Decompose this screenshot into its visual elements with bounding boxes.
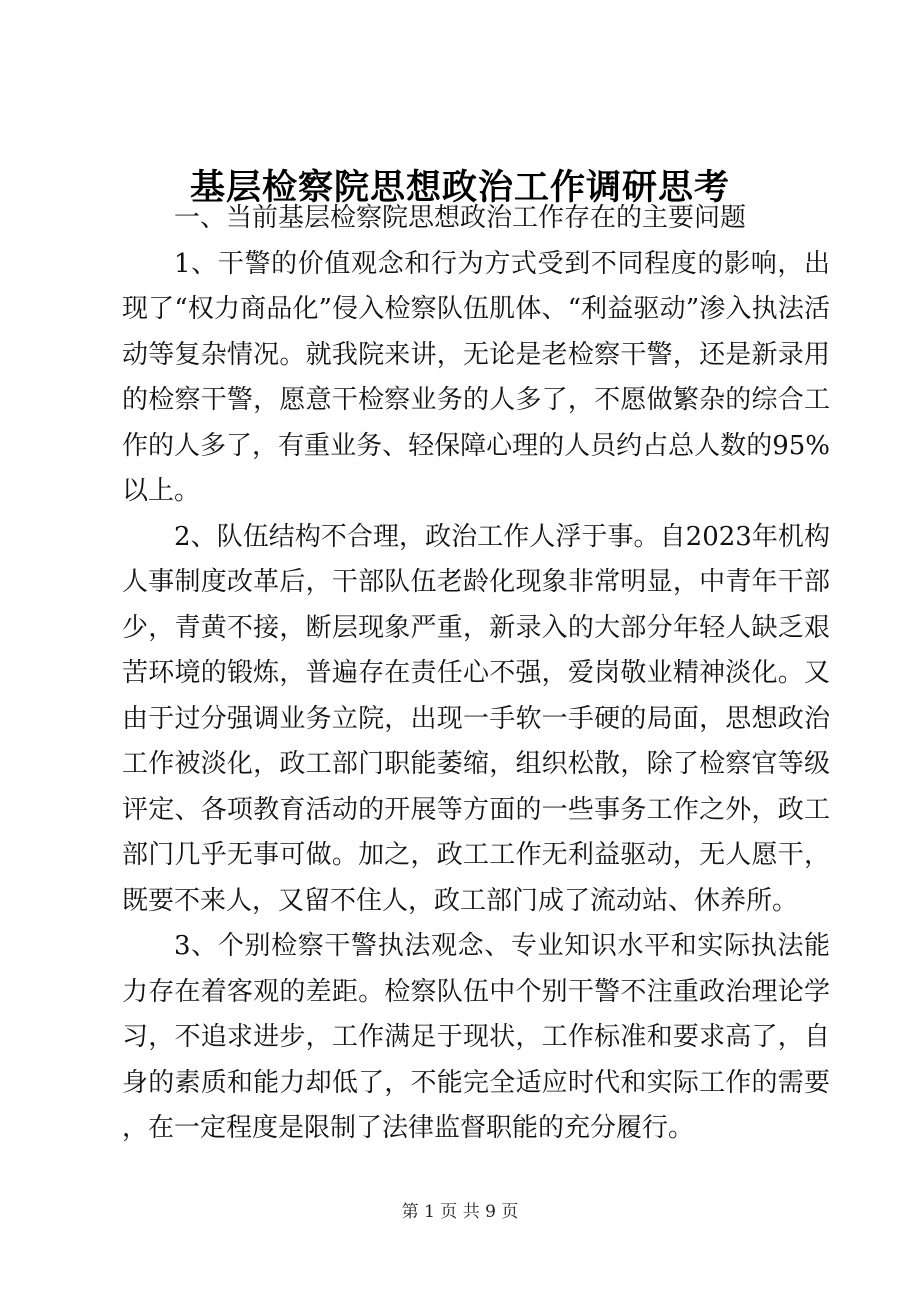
document-title: 基层检察院思想政治工作调研思考: [189, 167, 730, 208]
paragraph-2: 2、队伍结构不合理，政治工作人浮于事。自2023年机构人事制度改革后，干部队伍老龄化现象非常明显，中青年干部少，青黄不接，断层现象严重，新录入的大部分年轻人缺乏艰苦环境的锻炼，普遍存在责任心不强，爱岗敬业精神淡化。又由于过分强调业务立院，出现一手软一手硬的局面，思想政治工作被淡化，政工部门职能萎缩，组织松散，除了检察官等级评定、各项教育活动的开展等方面的一些事务工作之外，政工部门几乎无事可做。加之，政工工作无利益驱动，无人愿干，既要不来人，又留不住人，政工部门成了流动站、休养所。: [122, 521, 830, 916]
section-heading: 一、当前基层检察院思想政治工作存在的主要问题: [174, 203, 747, 233]
page-number: 第 1 页 共 9 页: [401, 1202, 519, 1222]
paragraph-1: 1、干警的价值观念和行为方式受到不同程度的影响，出现了“权力商品化”侵入检察队伍肌体、“利益驱动”渗入执法活动等复杂情况。就我院来讲，无论是老检察干警，还是新录用的检察干警，愿意干检察业务的人多了，不愿做繁杂的综合工作的人多了，有重业务、轻保障心理的人员约占总人数的95%以上。: [122, 248, 830, 506]
paragraph-3: 3、个别检察干警执法观念、专业知识水平和实际执法能力存在着客观的差距。检察队伍中个别干警不注重政治理论学习，不追求进步，工作满足于现状，工作标准和要求高了，自身的素质和能力却低了，不能完全适应时代和实际工作的需要，在一定程度是限制了法律监督职能的充分履行。: [122, 931, 830, 1143]
document-body: [122, 196, 830, 1152]
